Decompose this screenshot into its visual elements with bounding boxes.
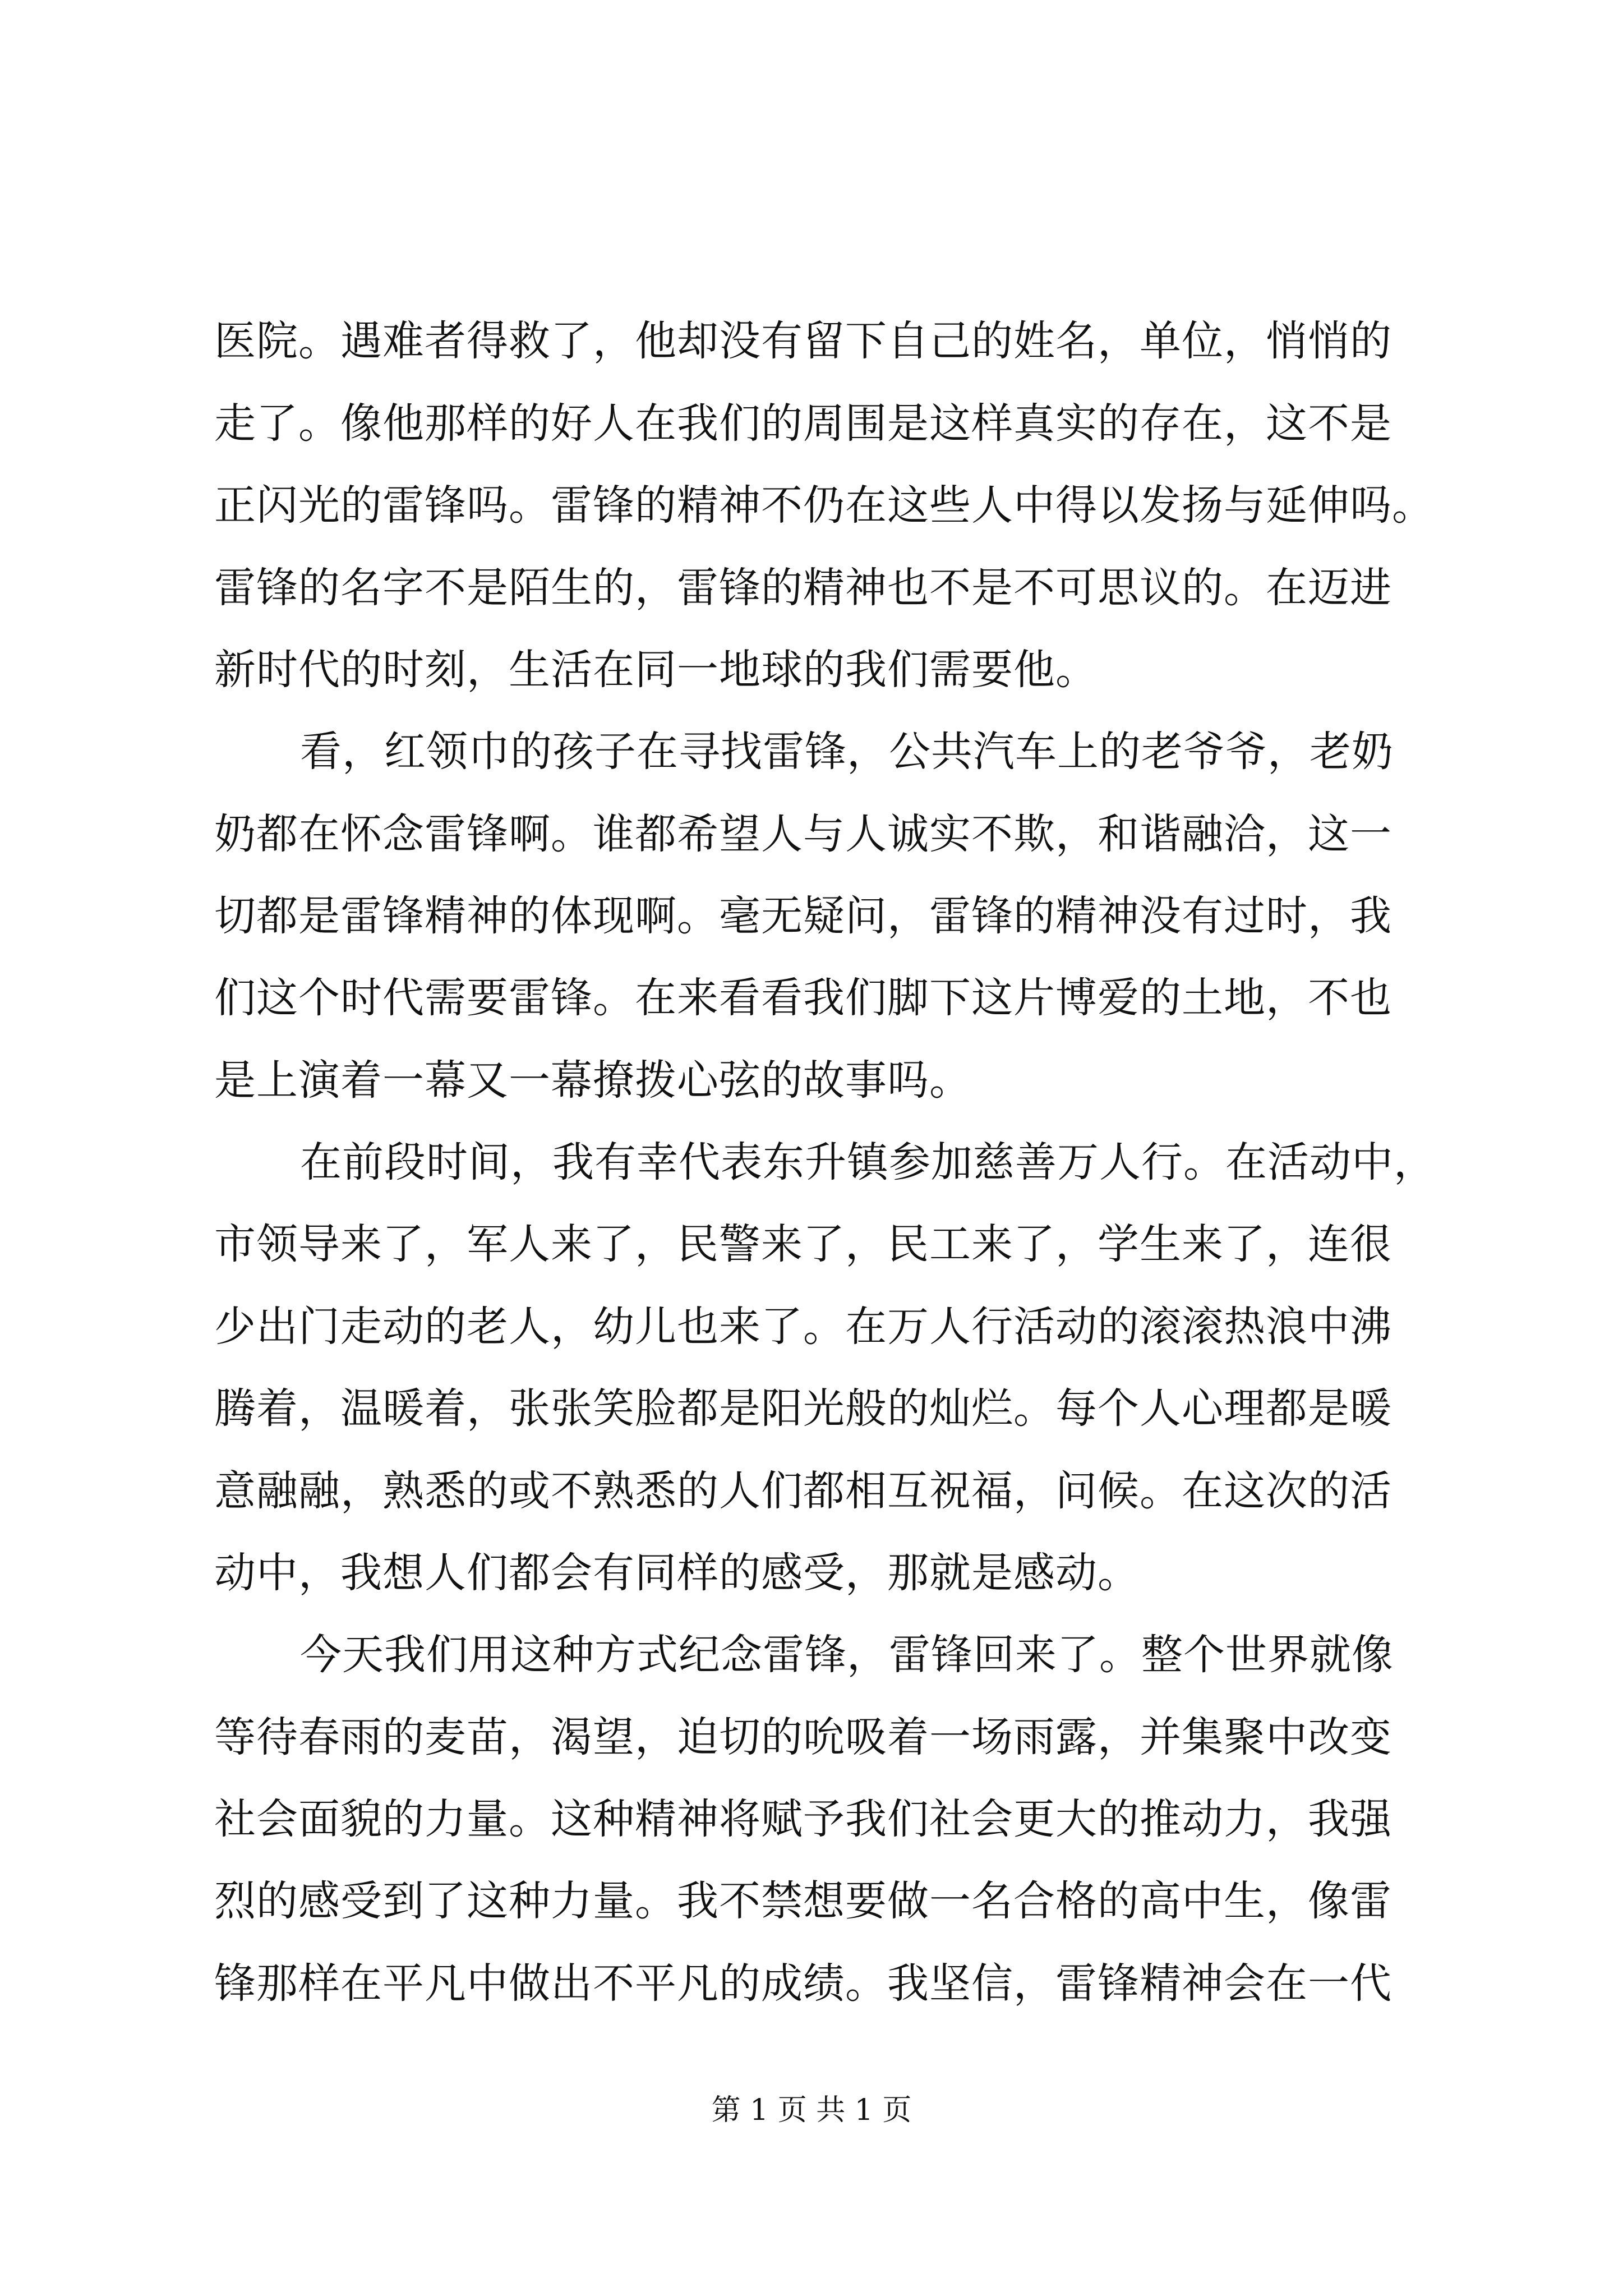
body-line-15: 意融融，熟悉的或不熟悉的人们都相互祝福，问候。在这次的活 <box>214 1467 1392 1515</box>
body-line-7: 奶都在怀念雷锋啊。谁都希望人与人诚实不欺，和谐融洽，这一 <box>214 810 1392 858</box>
body-line-3: 正闪光的雷锋吗。雷锋的精神不仍在这些人中得以发扬与延伸吗。 <box>214 481 1434 530</box>
body-line-4: 雷锋的名字不是陌生的，雷锋的精神也不是不可思议的。在迈进 <box>214 564 1392 612</box>
body-line-1: 医院。遇难者得救了，他却没有留下自己的姓名，单位，悄悄的 <box>214 317 1392 365</box>
body-line-8: 切都是雷锋精神的体现啊。毫无疑问，雷锋的精神没有过时，我 <box>214 892 1392 940</box>
body-line-14: 腾着，温暖着，张张笑脸都是阳光般的灿烂。每个人心理都是暖 <box>214 1384 1392 1433</box>
paragraph-start-line: 在前段时间，我有幸代表东升镇参加慈善万人行。在活动中， <box>300 1138 1436 1186</box>
body-line-16: 动中，我想人们都会有同样的感受，那就是感动。 <box>214 1549 1140 1597</box>
body-line-13: 少出门走动的老人，幼儿也来了。在万人行活动的滚滚热浪中沸 <box>214 1303 1392 1351</box>
body-line-10: 是上演着一幕又一幕撩拨心弦的故事吗。 <box>214 1056 971 1105</box>
body-line-9: 们这个时代需要雷锋。在来看看我们脚下这片博爱的土地，不也 <box>214 974 1392 1022</box>
paragraph-start-line: 看，红领巾的孩子在寻找雷锋，公共汽车上的老爷爷，老奶 <box>300 728 1394 776</box>
body-line-21: 锋那样在平凡中做出不平凡的成绩。我坚信，雷锋精神会在一代 <box>214 1959 1392 2008</box>
paragraph-start-line: 今天我们用这种方式纪念雷锋，雷锋回来了。整个世界就像 <box>300 1631 1394 1679</box>
body-line-12: 市领导来了，军人来了，民警来了，民工来了，学生来了，连很 <box>214 1220 1392 1268</box>
body-line-20: 烈的感受到了这种力量。我不禁想要做一名合格的高中生，像雷 <box>214 1877 1392 1925</box>
body-line-2: 走了。像他那样的好人在我们的周围是这样真实的存在，这不是 <box>214 399 1392 448</box>
body-line-5: 新时代的时刻，生活在同一地球的我们需要他。 <box>214 646 1098 694</box>
body-line-18: 等待春雨的麦苗，渴望，迫切的吮吸着一场雨露，并集聚中改变 <box>214 1713 1392 1761</box>
body-line-19: 社会面貌的力量。这种精神将赋予我们社会更大的推动力，我强 <box>214 1795 1392 1843</box>
page-number-footer: 第 1 页 共 1 页 <box>711 2093 912 2127</box>
